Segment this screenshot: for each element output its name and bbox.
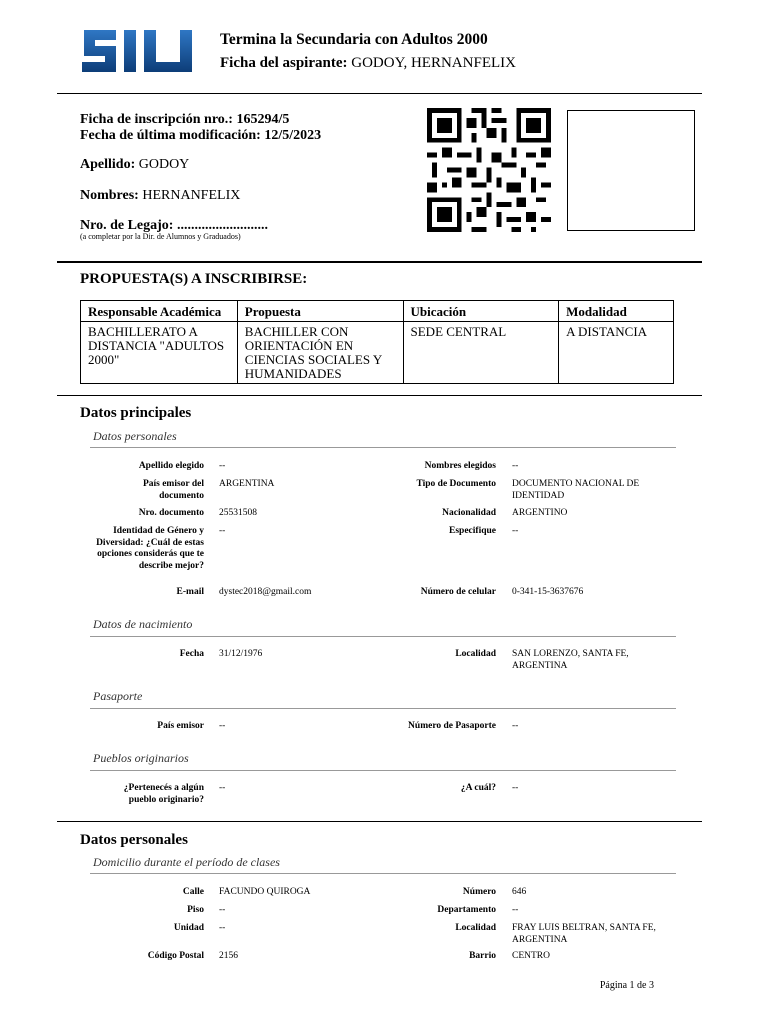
legajo-note: (a completar por la Dir. de Alumnos y Graduados) <box>80 232 241 241</box>
pasaporte-subtitle: Pasaporte <box>93 689 143 703</box>
localidad-domicilio-label: Localidad <box>455 923 496 933</box>
pasaporte-pais-label: País emisor <box>157 721 204 731</box>
qr-code <box>424 108 554 232</box>
codigo-postal-label: Código Postal <box>147 951 204 961</box>
tipo-documento-label: Tipo de Documento <box>416 479 496 489</box>
nombres-label: Nombres: <box>80 188 139 203</box>
header-divider <box>57 93 702 94</box>
modificacion-value: 12/5/2023 <box>264 128 322 143</box>
subsection-divider <box>90 447 676 448</box>
nombres-elegidos-value: -- <box>512 461 519 471</box>
piso-label: Piso <box>187 905 204 915</box>
fecha-nacimiento-label: Fecha <box>179 649 204 659</box>
table-cell: A DISTANCIA <box>559 322 674 384</box>
subsection-divider <box>90 770 676 771</box>
celular-value: 0-341-15-3637676 <box>512 587 584 597</box>
propuestas-title: PROPUESTA(S) A INSCRIBIRSE: <box>80 271 308 287</box>
pueblo-pertenece-value: -- <box>219 783 226 793</box>
nacionalidad-label: Nacionalidad <box>442 508 496 518</box>
tipo-documento-value: DOCUMENTO NACIONAL DE IDENTIDAD <box>512 479 640 501</box>
pais-emisor-doc-label: País emisor del documento <box>142 479 204 501</box>
nombres-value: HERNANFELIX <box>142 188 241 203</box>
localidad-domicilio-value: FRAY LUIS BELTRAN, SANTA FE, ARGENTINA <box>512 923 656 945</box>
table-cell: BACHILLERATO A DISTANCIA "ADULTOS 2000" <box>81 322 238 384</box>
calle-label: Calle <box>182 887 204 897</box>
fecha-nacimiento-value: 31/12/1976 <box>219 649 263 659</box>
pueblos-subtitle: Pueblos originarios <box>93 751 189 765</box>
applicant-name: GODOY, HERNANFELIX <box>351 55 516 71</box>
email-value: dystec2018@gmail.com <box>219 587 312 597</box>
especifique-value: -- <box>512 526 519 536</box>
column-header: Responsable Académica <box>81 301 238 322</box>
genero-value: -- <box>219 526 226 536</box>
column-header: Ubicación <box>403 301 559 322</box>
especifique-label: Especifique <box>449 526 496 536</box>
apellido-elegido-value: -- <box>219 461 226 471</box>
localidad-nacimiento-label: Localidad <box>455 649 496 659</box>
siu-logo <box>80 24 194 78</box>
pueblo-cual-value: -- <box>512 783 519 793</box>
propuestas-table <box>80 300 674 384</box>
datos-nacimiento-subtitle: Datos de nacimiento <box>93 617 193 631</box>
pueblo-cual-label: ¿A cuál? <box>460 783 496 793</box>
codigo-postal-value: 2156 <box>219 951 238 961</box>
numero-value: 646 <box>512 887 527 897</box>
unidad-label: Unidad <box>173 923 204 933</box>
applicant-line <box>220 55 516 72</box>
calle-value: FACUNDO QUIROGA <box>219 887 311 897</box>
nombres-line <box>80 188 240 204</box>
unidad-value: -- <box>219 923 226 933</box>
numero-label: Número <box>462 887 496 897</box>
table-cell: BACHILLER CON ORIENTACIÓN EN CIENCIAS SOCIALES Y HUMANIDADES <box>237 322 403 384</box>
legajo-label: Nro. de Legajo: <box>80 218 174 233</box>
barrio-label: Barrio <box>469 951 496 961</box>
apellido-line <box>80 157 189 173</box>
page-number: Página 1 de 3 <box>599 980 654 991</box>
piso-value: -- <box>219 905 226 915</box>
modificacion-label: Fecha de última modificación: <box>80 128 261 143</box>
nombres-elegidos-label: Nombres elegidos <box>424 461 496 471</box>
departamento-value: -- <box>512 905 519 915</box>
section-divider-1 <box>57 261 702 263</box>
document-title: Termina la Secundaria con Adultos 2000 <box>220 31 488 48</box>
photo-box <box>567 110 695 231</box>
modificacion-line <box>80 128 321 144</box>
subsection-divider <box>90 708 676 709</box>
section-divider-3 <box>57 821 702 822</box>
applicant-label: Ficha del aspirante: <box>220 55 348 71</box>
nro-documento-value: 25531508 <box>219 508 257 518</box>
ficha-label: Ficha de inscripción nro.: <box>80 112 233 127</box>
pasaporte-numero-label: Número de Pasaporte <box>408 721 496 731</box>
ficha-line <box>80 112 289 128</box>
genero-label: Identidad de Género y Diversidad: ¿Cuál de estas opciones considerás que te describe mejor? <box>96 526 204 571</box>
nacionalidad-value: ARGENTINO <box>512 508 568 518</box>
column-header: Propuesta <box>237 301 403 322</box>
subsection-divider <box>90 636 676 637</box>
pueblo-pertenece-label: ¿Pertenecés a algún pueblo originario? <box>123 783 204 805</box>
column-header: Modalidad <box>559 301 674 322</box>
pasaporte-numero-value: -- <box>512 721 519 731</box>
section-divider-2 <box>57 395 702 396</box>
pasaporte-pais-value: -- <box>219 721 226 731</box>
subsection-divider <box>90 873 676 874</box>
table-row <box>81 322 674 384</box>
table-header-row <box>81 301 674 322</box>
table-cell: SEDE CENTRAL <box>403 322 559 384</box>
celular-label: Número de celular <box>420 587 496 597</box>
datos-personales-title: Datos personales <box>80 832 188 848</box>
barrio-value: CENTRO <box>512 951 550 961</box>
pais-emisor-doc-value: ARGENTINA <box>219 479 275 489</box>
email-label: E-mail <box>176 587 204 597</box>
domicilio-subtitle: Domicilio durante el período de clases <box>93 855 280 869</box>
localidad-nacimiento-value: SAN LORENZO, SANTA FE, ARGENTINA <box>512 649 629 671</box>
datos-principales-title: Datos principales <box>80 405 192 421</box>
apellido-label: Apellido: <box>80 157 136 172</box>
legajo-value: .......................... <box>176 218 268 233</box>
apellido-elegido-label: Apellido elegido <box>138 461 204 471</box>
ficha-value: 165294/5 <box>236 112 290 127</box>
datos-personales-subtitle: Datos personales <box>93 429 177 443</box>
departamento-label: Departamento <box>437 905 496 915</box>
nro-documento-label: Nro. documento <box>138 508 204 518</box>
apellido-value: GODOY <box>138 157 190 172</box>
